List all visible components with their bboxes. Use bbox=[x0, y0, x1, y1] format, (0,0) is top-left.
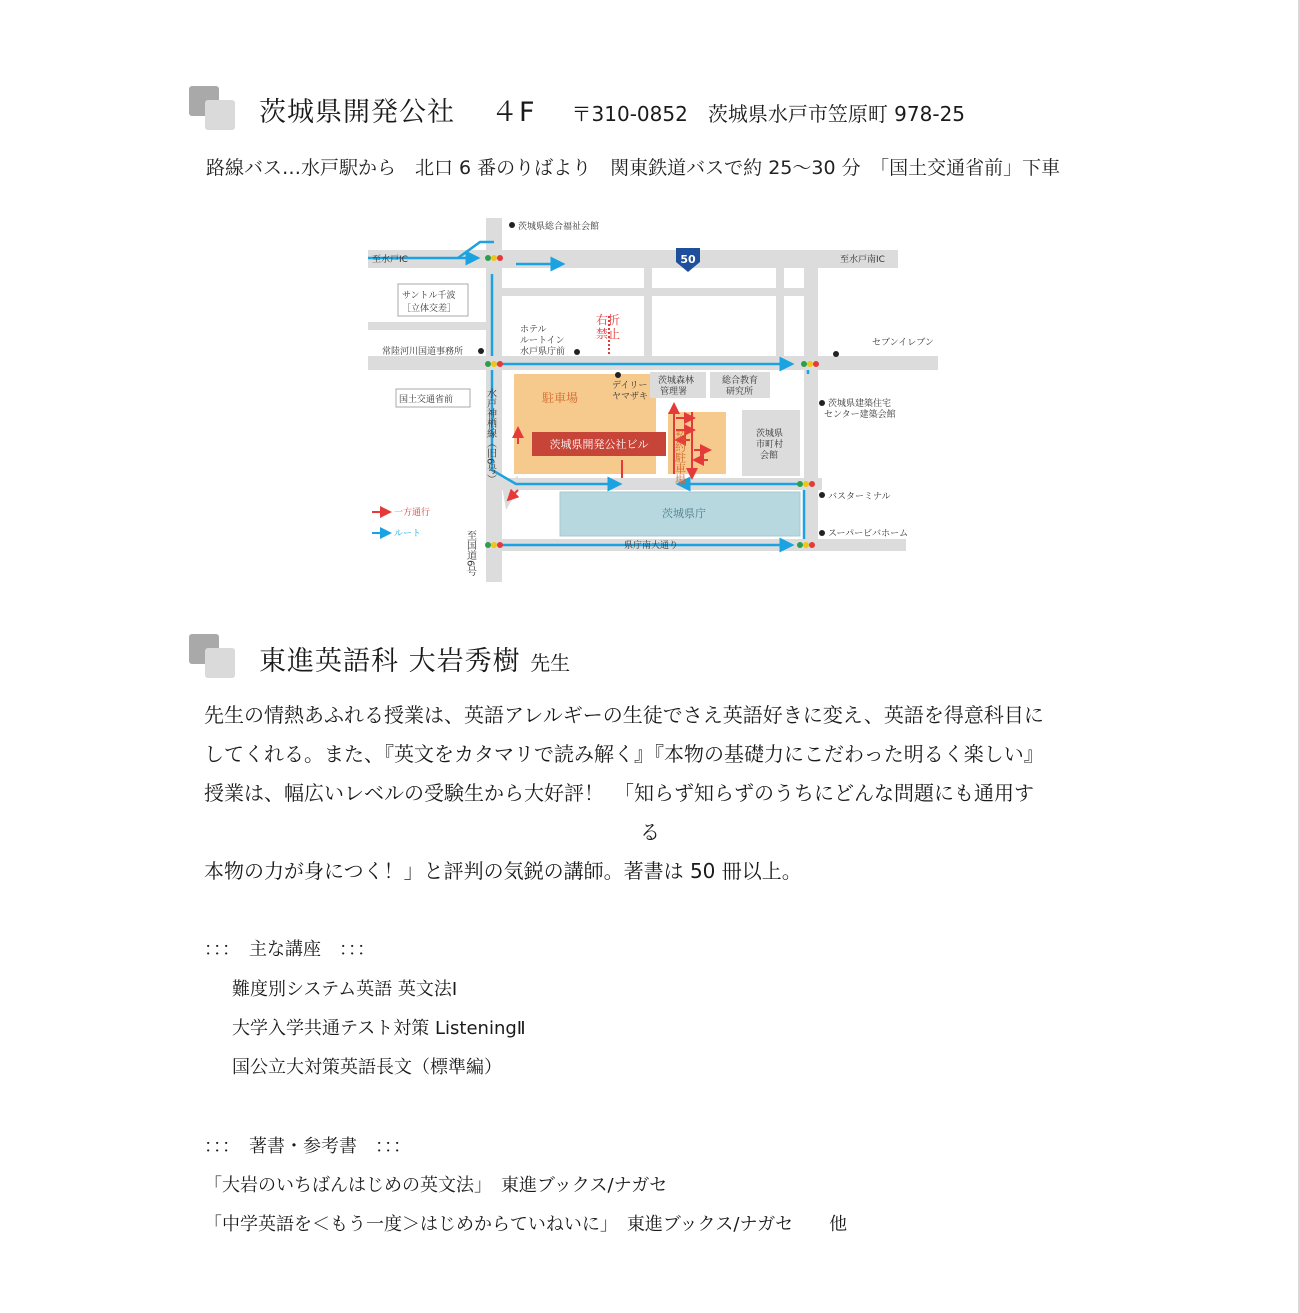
map-label-south-street: 県庁南大通り bbox=[624, 541, 679, 551]
map-label-pref-office: 茨城県庁 bbox=[662, 507, 706, 520]
map-label-daily-2: ヤマザキ bbox=[612, 392, 649, 402]
section1-title: 茨城県開発公社 bbox=[259, 97, 455, 128]
intro-line: 本物の力が身につく！」と評判の気鋭の講師。著書は 50 冊以上。 bbox=[204, 859, 802, 883]
map-label-river-office: 常陸河川国道事務所 bbox=[382, 347, 464, 357]
courses-header: ：：： 主な講座 ：：： bbox=[204, 939, 375, 960]
map-legend-route: ルート bbox=[394, 529, 422, 539]
map-label-municipal-2: 市町村 bbox=[756, 440, 784, 450]
map-label-hotel-3: 水戸県庁前 bbox=[520, 347, 566, 357]
section1-address: 〒310-0852 茨城県水戸市笠原町 978-25 bbox=[571, 102, 966, 126]
intro-line: る bbox=[640, 820, 660, 844]
map-label-hotel-2: ルートイン bbox=[520, 336, 565, 346]
intro-line: 授業は、幅広いレベルの受験生から大好評！ 「知らず知らずのうちにどんな問題にも通用す bbox=[204, 781, 1034, 805]
map-label-forest-1: 茨城森林 bbox=[658, 376, 695, 386]
access-map bbox=[368, 214, 938, 586]
map-label-to-route6: 至国道6号 bbox=[464, 530, 476, 577]
map-label-bus-terminal: バスターミナル bbox=[828, 492, 891, 502]
book-item: 「大岩のいちばんはじめの英文法」 東進ブックス/ナガセ bbox=[204, 1175, 668, 1196]
section2-heading bbox=[259, 639, 570, 678]
map-label-mlit-stop: 国土交通省前 bbox=[399, 395, 454, 405]
route-number: 50 bbox=[680, 253, 696, 266]
teacher-suffix: 先生 bbox=[530, 651, 571, 675]
map-label-municipal-3: 会館 bbox=[760, 451, 779, 461]
map-label-suntoru-1: サントル千波 bbox=[402, 291, 456, 301]
map-label-seven: セブンイレブン bbox=[872, 338, 934, 348]
map-label-municipal-1: 茨城県 bbox=[756, 429, 784, 439]
heading-marker-icon bbox=[189, 86, 237, 132]
course-item: 大学入学共通テスト対策 ListeningⅡ bbox=[232, 1018, 526, 1039]
section1-heading bbox=[259, 90, 965, 129]
map-label-hotel-1: ホテル bbox=[520, 325, 547, 335]
course-item: 国公立大対策英語長文（標準編） bbox=[232, 1057, 502, 1078]
access-info: 路線バス…水戸駅から 北口 6 番のりばより 関東鉄道バスで約 25〜30 分 「国土交通省前」下車 bbox=[206, 157, 1061, 179]
map-legend-one-way: 一方通行 bbox=[394, 508, 431, 518]
map-label-forest-2: 管理署 bbox=[660, 387, 688, 397]
intro-line: 先生の情熱あふれる授業は、英語アレルギーの生徒でさえ英語好きに変え、英語を得意科目に bbox=[204, 703, 1044, 727]
map-label-parking: 駐車場 bbox=[542, 391, 579, 405]
book-item: 「中学英語を＜もう一度＞はじめからていねいに」 東進ブックス/ナガセ 他 bbox=[204, 1214, 848, 1235]
intro-line: してくれる。また、『英文をカタマリで読み解く』『本物の基礎力にこだわった明るく楽しい』 bbox=[204, 742, 1044, 766]
map-label-contract-parking: 契約駐車場 bbox=[673, 430, 687, 485]
map-label-suntoru-2: ［立体交差］ bbox=[402, 304, 457, 314]
map-label-no-right-1: 右折 bbox=[596, 313, 621, 327]
map-label-building: 茨城県開発公社ビル bbox=[549, 438, 649, 451]
map-label-housing-1: 茨城県建築住宅 bbox=[828, 399, 892, 409]
map-label-edu-1: 総合教育 bbox=[722, 376, 759, 386]
course-item: 難度別システム英語 英文法Ⅰ bbox=[232, 979, 458, 1000]
heading-marker-icon bbox=[189, 634, 237, 680]
map-label-edu-2: 研究所 bbox=[726, 387, 754, 397]
map-label-road-name: 水戸神栖線（旧6号） bbox=[484, 388, 496, 485]
map-label-housing-2: センター建築会館 bbox=[824, 410, 896, 420]
map-label-welfare-hall: 茨城県総合福祉会館 bbox=[518, 222, 600, 232]
teacher-name: 東進英語科 大岩秀樹 bbox=[259, 646, 521, 677]
map-label-to-mito-ic: 至水戸IC bbox=[372, 255, 408, 265]
books-header: ：：： 著書・参考書 ：：： bbox=[204, 1136, 411, 1157]
section1-floor: ４F bbox=[491, 97, 536, 128]
map-label-to-mito-minami-ic: 至水戸南IC bbox=[840, 255, 885, 265]
map-label-super: スーパービバホーム bbox=[828, 529, 909, 539]
map-label-no-right-2: 禁止 bbox=[596, 327, 621, 341]
map-label-daily-1: デイリー bbox=[612, 381, 648, 391]
